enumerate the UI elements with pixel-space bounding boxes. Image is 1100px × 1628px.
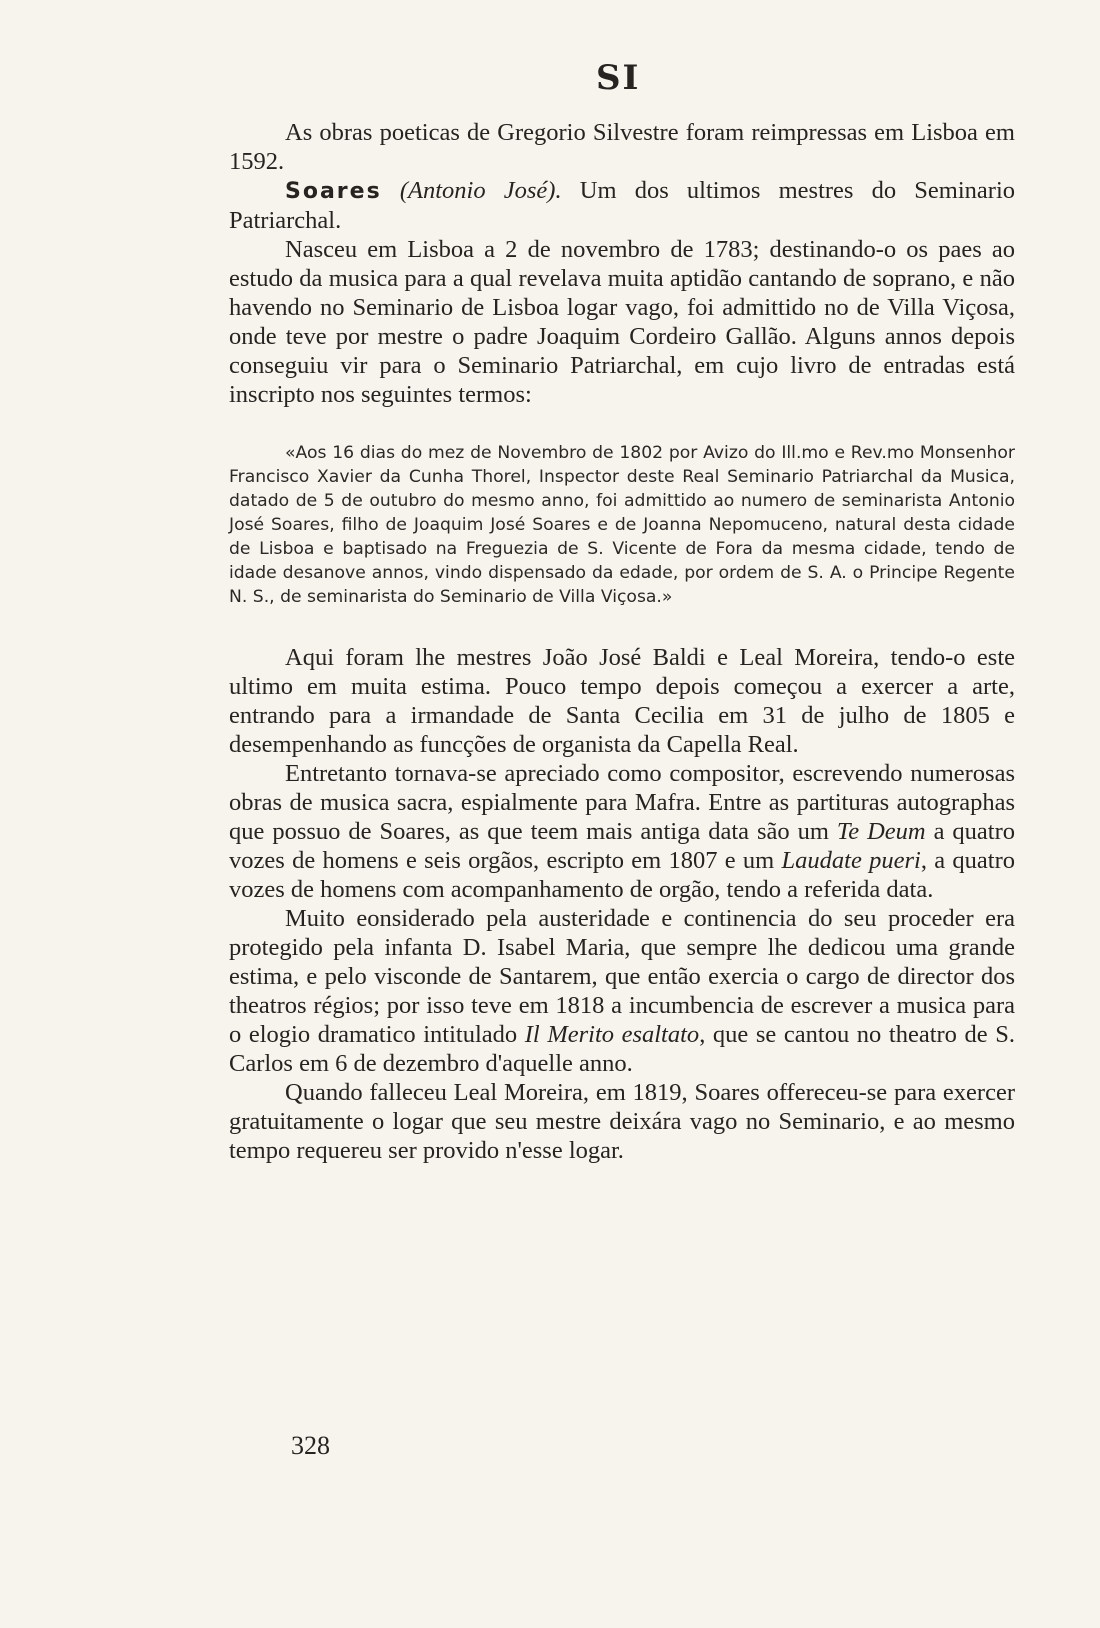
protection-text-b: , que se cantou no theatro de S. Carlos em 6 de dezembro d'aquelle anno. <box>229 1021 1015 1077</box>
compositions-text-c: , a quatro vozes de homens com acompanhamento de orgão, tendo a referida data. <box>229 847 1015 903</box>
paragraph-protection <box>229 904 1015 1078</box>
work-title-laudate-pueri: Laudate pueri <box>781 847 921 874</box>
running-head: SI <box>596 58 641 98</box>
compositions-text-a: Entretanto tornava-se apreciado como compositor, escrevendo numerosas obras de musica sacra, espialmente para Mafra. Entre as partituras autographas que possuo de Soares, as que teem mais antiga data são um <box>229 760 1015 845</box>
work-title-te-deum: Te Deum <box>836 818 926 845</box>
paragraph-birth: Nasceu em Lisboa a 2 de novembro de 1783; destinando-o os paes ao estudo da musica para a qual revelava muita aptidão cantando de soprano, e não havendo no Seminario de Lisboa logar vago, foi admittido no de Villa Viçosa, onde teve por mestre o padre Joaquim Cordeiro Gallão. Alguns annos depois conseguiu vir para o Seminario Patriarchal, em cujo livro de entradas está inscripto nos seguintes termos: <box>229 236 1015 408</box>
protection-text-a: Muito eonsiderado pela austeridade e continencia do seu proceder era protegido pela infanta D. Isabel Maria, que sempre lhe dedicou uma grande estima, e pelo visconde de Santarem, que então exercia o cargo de director dos theatros régios; por isso teve em 1818 a incumbencia de escrever a musica para o elogio dramatico intitulado <box>229 905 1015 1048</box>
paragraph-gregorio: As obras poeticas de Gregorio Silvestre foram reimpressas em Lisboa em 1592. <box>229 119 1015 175</box>
page-number: 328 <box>291 1431 330 1460</box>
entry-name: Soares <box>285 179 382 204</box>
paragraph-compositions <box>229 759 1015 904</box>
entry-description: Um dos ultimos mestres do Seminario Patriarchal. <box>229 177 1015 234</box>
work-title-merito: Il Merito esaltato <box>524 1021 700 1048</box>
paragraph-seminario-post: Quando falleceu Leal Moreira, em 1819, Soares offereceu-se para exercer gratuitamente o logar que seu mestre deixára vago no Seminario, e ao mesmo tempo requereu ser provido n'esse logar. <box>229 1079 1015 1164</box>
paragraph-teachers: Aqui foram lhe mestres João José Baldi e Leal Moreira, tendo-o este ultimo em muita estima. Pouco tempo depois começou a exercer a arte, entrando para a irmandade de Santa Cecilia em 31 de julho de 1805 e desempenhando as funcções de organista da Capella Real. <box>229 644 1015 758</box>
entry-given-name: (Antonio José). <box>399 177 562 204</box>
body-text <box>229 118 1015 1165</box>
paragraph-entry-heading <box>229 176 1015 235</box>
quoted-register-entry: «Aos 16 dias do mez de Novembro de 1802 por Avizo do Ill.mo e Rev.mo Monsenhor Francisco Xavier da Cunha Thorel, Inspector deste Real Seminario Patriarchal da Musica, datado de 5 de outubro do mesmo anno, foi admittido ao numero de seminarista Antonio José Soares, filho de Joaquim José Soares e de Joanna Nepomuceno, natural desta cidade de Lisboa e baptisado na Freguezia de S. Vicente de Fora da mesma cidade, tendo de idade desanove annos, vindo dispensado da edade, por ordem de S. A. o Principe Regente N. S., de seminarista do Seminario de Villa Viçosa.» <box>229 443 1015 607</box>
compositions-text-b: a quatro vozes de homens e seis orgãos, escripto em 1807 e um <box>229 818 1016 874</box>
